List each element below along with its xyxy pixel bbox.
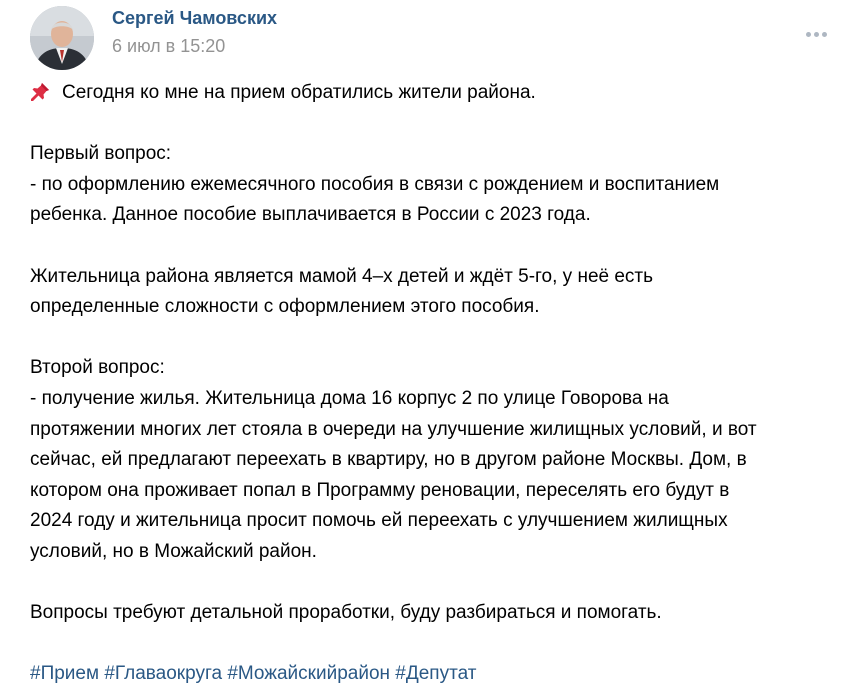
hashtag-link[interactable]: #Депутат [395,663,477,685]
post-line: условий, но в Можайский район. [30,540,317,562]
hashtag-link[interactable]: #Главаокруга [104,663,223,685]
post-line: определенные сложности с оформлением этого пособия. [30,296,540,318]
post-time[interactable]: 6 июл в 15:20 [112,36,226,56]
post-line: Сегодня ко мне на прием обратились жители района. [62,82,536,103]
more-options-button[interactable] [798,22,834,46]
post-line: - по оформлению ежемесячного пособия в связи с рождением и воспитанием [30,173,720,195]
post-paragraph [30,78,830,109]
post-header [0,0,848,70]
pushpin-icon [30,78,54,102]
more-dots-icon [806,32,827,37]
post-line: сейчас, ей предлагают переехать в квартиру, но в другом районе Москвы. Дом, в [30,449,747,471]
post-line: - получение жилья. Жительница дома 16 корпус 2 по улице Говорова на [30,387,669,409]
hashtags [30,659,830,690]
author-name[interactable]: Сергей Чамовских [112,8,278,28]
post-line: Первый вопрос: [30,143,172,165]
post-line: 2024 году и жительница просит помочь ей переехать с улучшением жилищных [30,510,728,532]
post-text [30,78,830,690]
post-line: Второй вопрос: [30,357,165,379]
post-line: котором она проживает попал в Программу реновации, переселять его будут в [30,479,730,501]
avatar[interactable] [30,6,94,70]
hashtag-link[interactable]: #Прием [30,663,100,685]
post-line: протяжении многих лет стояла в очереди на улучшение жилищных условий, и вот [30,418,757,440]
hashtag-link[interactable]: #Можайскийрайон [227,663,391,685]
post-line: ребенка. Данное пособие выплачивается в России с 2023 года. [30,204,591,226]
post-line: Жительница района является мамой 4–х детей и ждёт 5-го, у неё есть [30,265,654,287]
post-line: Вопросы требуют детальной проработки, буду разбираться и помогать. [30,602,662,624]
